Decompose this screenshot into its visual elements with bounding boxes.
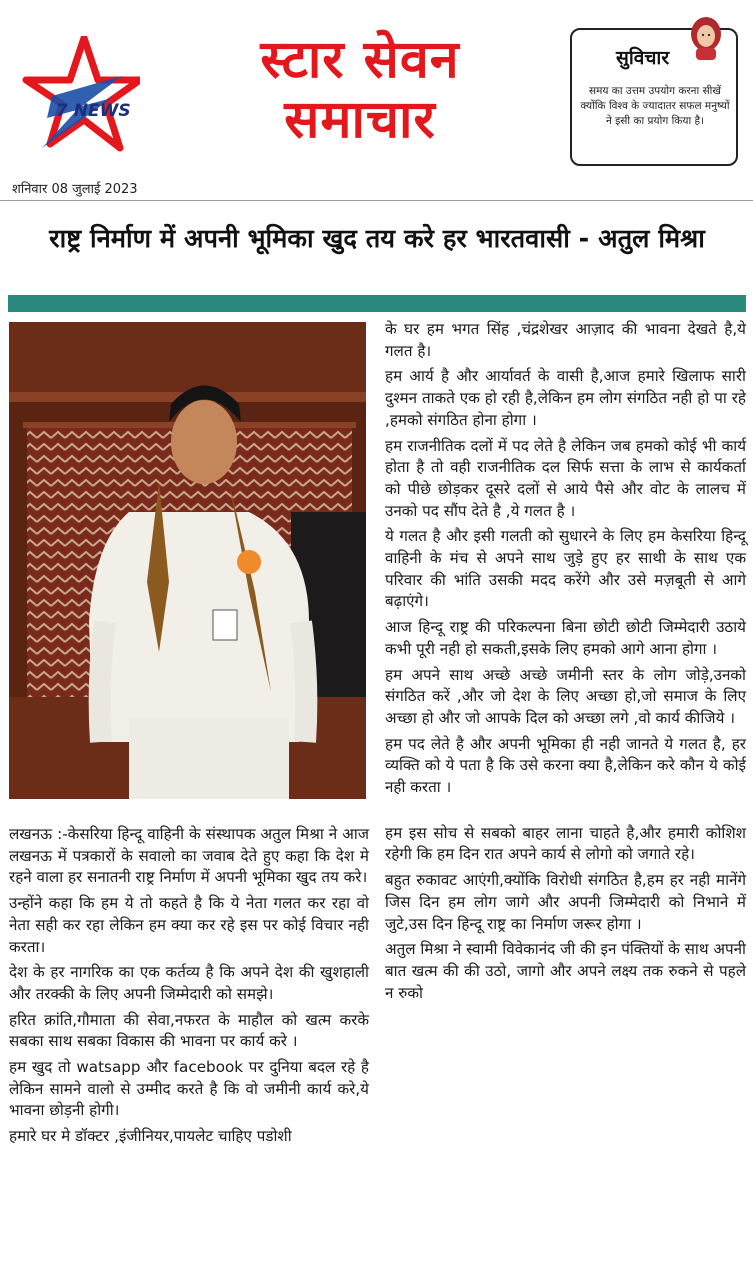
title-line-2: समाचार <box>284 90 436 150</box>
title-line-1: स्टार सेवन <box>260 30 460 90</box>
paragraph: हम इस सोच से सबको बाहर लाना चाहते है,और हमारी कोशिश रहेगी कि हम दिन रात अपने कार्य से लोगो को जगाते रहे। <box>385 823 746 864</box>
divider <box>0 200 753 201</box>
paragraph: ये गलत है और इसी गलती को सुधारने के लिए हम केसरिया हिन्दू वाहिनी के मंच से अपने साथ जुड़े हुए हर साथी के साथ एक परिवार की भांति उसकी मदद करेंगे और उसे मज़बूती से आगे बढ़ाएंगे। <box>385 527 746 611</box>
paragraph: बहुत रुकावट आएंगी,क्योंकि विरोधी संगठित है,हम हर नही मानेंगे जिस दिन हम लोग जागे और अपनी जिम्मेदारी को निभाने में जुटे,उस दिन हिन्दू राष्ट्र का निर्माण जरूर होगा । <box>385 871 746 933</box>
seven-news-logo <box>22 36 140 154</box>
newspaper-title <box>200 30 520 150</box>
issue-date: शनिवार 08 जुलाई 2023 <box>12 182 138 197</box>
paragraph: हम पद लेते है और अपनी भूमिका ही नही जानते ये गलत है, हर व्यक्ति को ये पता है कि उसे करना क्या है,लेकिन करे कौन ये कोई नही करता । <box>385 734 746 797</box>
headline: राष्ट्र निर्माण में अपनी भूमिका खुद तय करे हर भारतवासी - अतुल मिश्रा <box>49 224 705 254</box>
paragraph: हरित क्रांति,गौमाता की सेवा,नफरत के माहौल को खत्म करके सबका साथ सबका विकास की भावना पर कार्य करे । <box>9 1010 369 1051</box>
paragraph: हम खुद तो watsapp और facebook पर दुनिया बदल रहे है लेकिन सामने वालो से उम्मीद करते है कि वो जमीनी कार्य करे,ये भावना छोड़नी होगी। <box>9 1058 369 1120</box>
suvichar-text: समय का उत्तम उपयोग करना सीखें क्योंकि विश्व के ज्यादातर सफल मनुष्यों ने इसी का प्रयोग किया है। <box>580 85 730 127</box>
paragraph: आज हिन्दू राष्ट्र की परिकल्पना बिना छोटी छोटी जिम्मेदारी उठाये कभी पूरी नही हो सकती,इसके लिए हमको आगे आना होगा । <box>385 618 746 658</box>
logo-text: 7 NEWS <box>56 101 131 121</box>
masthead <box>0 0 753 178</box>
spacer <box>385 803 746 823</box>
article-left-column <box>9 824 369 1152</box>
paragraph: हम अपने साथ अच्छे अच्छे जमीनी स्तर के लोग जोड़े,उनको संगठित करें ,और जो देश के लिए अच्छा हो,जो समाज के लिए अच्छा हो और जो आपके दिल को अच्छा लगे ,वो कार्य कीजिये । <box>385 665 746 727</box>
paragraph: हमारे घर मे डॉक्टर ,इंजीनियर,पायलेट चाहिए पडोशी <box>9 1127 292 1146</box>
paragraph: अतुल मिश्रा ने स्वामी विवेकानंद जी की इन पंक्तियों के साथ अपनी बात खत्म की की उठो, जागो और अपने लक्ष्य तक रुकने से पहले न रुको <box>385 940 746 1002</box>
paragraph: उन्होंने कहा कि हम ये तो कहते है कि ये नेता गलत कर रहा वो नेता सही कर रहा लेकिन हम क्या कर रहे इस पर कोई विचार नही करता। <box>9 894 369 956</box>
paragraph: लखनऊ :-केसरिया हिन्दू वाहिनी के संस्थापक अतुल मिश्रा ने आज लखनऊ में पत्रकारों के सवालो का जवाब देते हुए कहा कि देश मे रहने वाला हर सनातनी राष्ट्र निर्माण में अपनी भूमिका खुद तय करे। <box>9 825 369 887</box>
paragraph: देश के हर नागरिक का एक कर्तव्य है कि अपने देश की खुशहाली और तरक्की के लिए अपनी जिम्मेदारी को समझे। <box>9 963 369 1003</box>
paragraph: हम राजनीतिक दलों में पद लेते है लेकिन जब हमको कोई भी कार्य होता है तो वही राजनीतिक दल सिर्फ सत्ता के लाभ से कार्यकर्ता को पीछे छोड़कर दूसरे दलों से आये पैसे और वोट के लालच में उनको पद सौंप देते है ,ये गलत है । <box>385 436 746 520</box>
paragraph: हम आर्य है और आर्यावर्त के वासी है,आज हमारे खिलाफ सारी दुश्मन ताकते एक हो रही है,लेकिन हम लोग संगठित नही हो पा रहे ,हमको संगठित होना होगा । <box>385 367 746 429</box>
paragraph: के घर हम भगत सिंह ,चंद्रशेखर आज़ाद की भावना देखते है,ये गलत है। <box>385 320 746 360</box>
woman-avatar-icon <box>688 16 724 60</box>
suvichar-title: सुविचार <box>616 47 670 69</box>
article-photo <box>9 322 366 799</box>
suvichar-box <box>570 28 738 166</box>
headline-bar <box>8 295 746 312</box>
article-right-column <box>385 319 746 1008</box>
